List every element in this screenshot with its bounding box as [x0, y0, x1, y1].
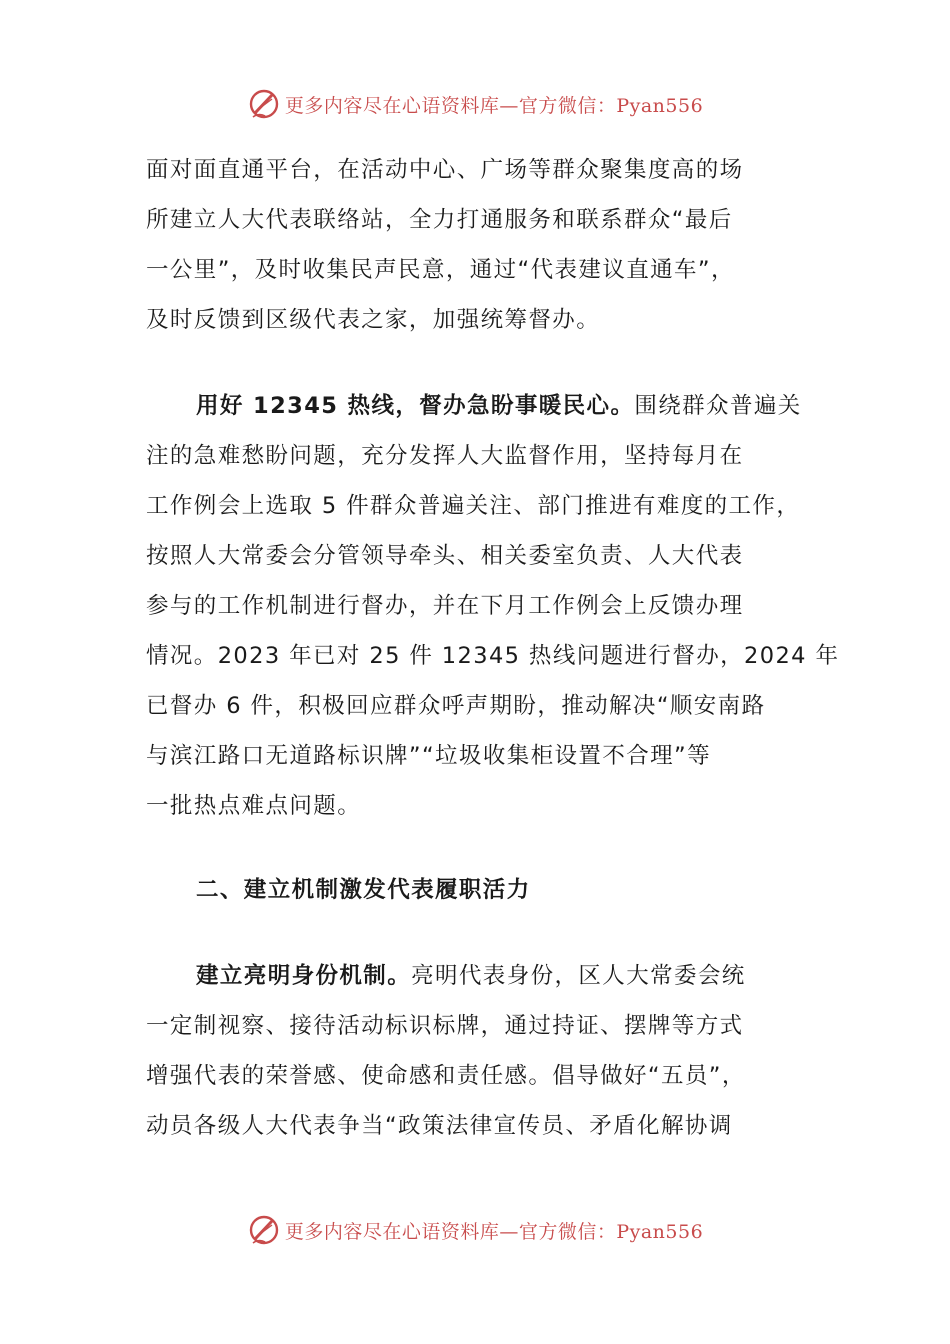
paragraph-lead-rest: 围绕群众普遍关 [634, 393, 802, 419]
body-line: 注的急难愁盼问题，充分发挥人大监督作用，坚持每月在 [146, 443, 744, 469]
paragraph-lead-bold: 用好 12345 热线，督办急盼事暖民心。 [196, 393, 635, 419]
body-line: 按照人大常委会分管领导牵头、相关委室负责、人大代表 [146, 543, 744, 569]
paragraph-lead-line [196, 959, 896, 993]
pen-logo-icon [247, 1213, 281, 1247]
body-line: 一定制视察、接待活动标识标牌，通过持证、摆牌等方式 [146, 1013, 744, 1039]
body-line: 一公里”，及时收集民声民意，通过“代表建议直通车”， [146, 257, 735, 283]
body-line: 情况。2023 年已对 25 件 12345 热线问题进行督办，2024 年 [146, 643, 840, 669]
body-line: 及时反馈到区级代表之家，加强统筹督办。 [146, 307, 601, 333]
section-heading: 二、建立机制激发代表履职活力 [196, 877, 531, 903]
body-line: 一批热点难点问题。 [146, 793, 362, 819]
paragraph-lead-bold: 建立亮明身份机制。 [196, 963, 412, 989]
banner-text: 更多内容尽在心语资料库—官方微信：Pyan556 [284, 1220, 704, 1243]
body-line: 面对面直通平台，在活动中心、广场等群众聚集度高的场 [146, 157, 744, 183]
body-line: 已督办 6 件，积极回应群众呼声期盼，推动解决“顺安南路 [146, 693, 766, 719]
body-line: 与滨江路口无道路标识牌”“垃圾收集柜设置不合理”等 [146, 743, 711, 769]
body-line: 增强代表的荣誉感、使命感和责任感。倡导做好“五员”， [146, 1063, 746, 1089]
paragraph-lead-line [196, 389, 896, 423]
body-line: 工作例会上选取 5 件群众普遍关注、部门推进有难度的工作， [146, 493, 801, 519]
banner-text: 更多内容尽在心语资料库—官方微信：Pyan556 [284, 94, 704, 117]
body-line: 所建立人大代表联络站，全力打通服务和联系群众“最后 [146, 207, 733, 233]
body-line: 参与的工作机制进行督办，并在下月工作例会上反馈办理 [146, 593, 744, 619]
header-banner [0, 86, 950, 122]
paragraph-lead-rest: 亮明代表身份，区人大常委会统 [411, 963, 746, 989]
footer-banner [0, 1212, 950, 1248]
pen-logo-icon [247, 87, 281, 121]
body-line: 动员各级人大代表争当“政策法律宣传员、矛盾化解协调 [146, 1113, 733, 1139]
